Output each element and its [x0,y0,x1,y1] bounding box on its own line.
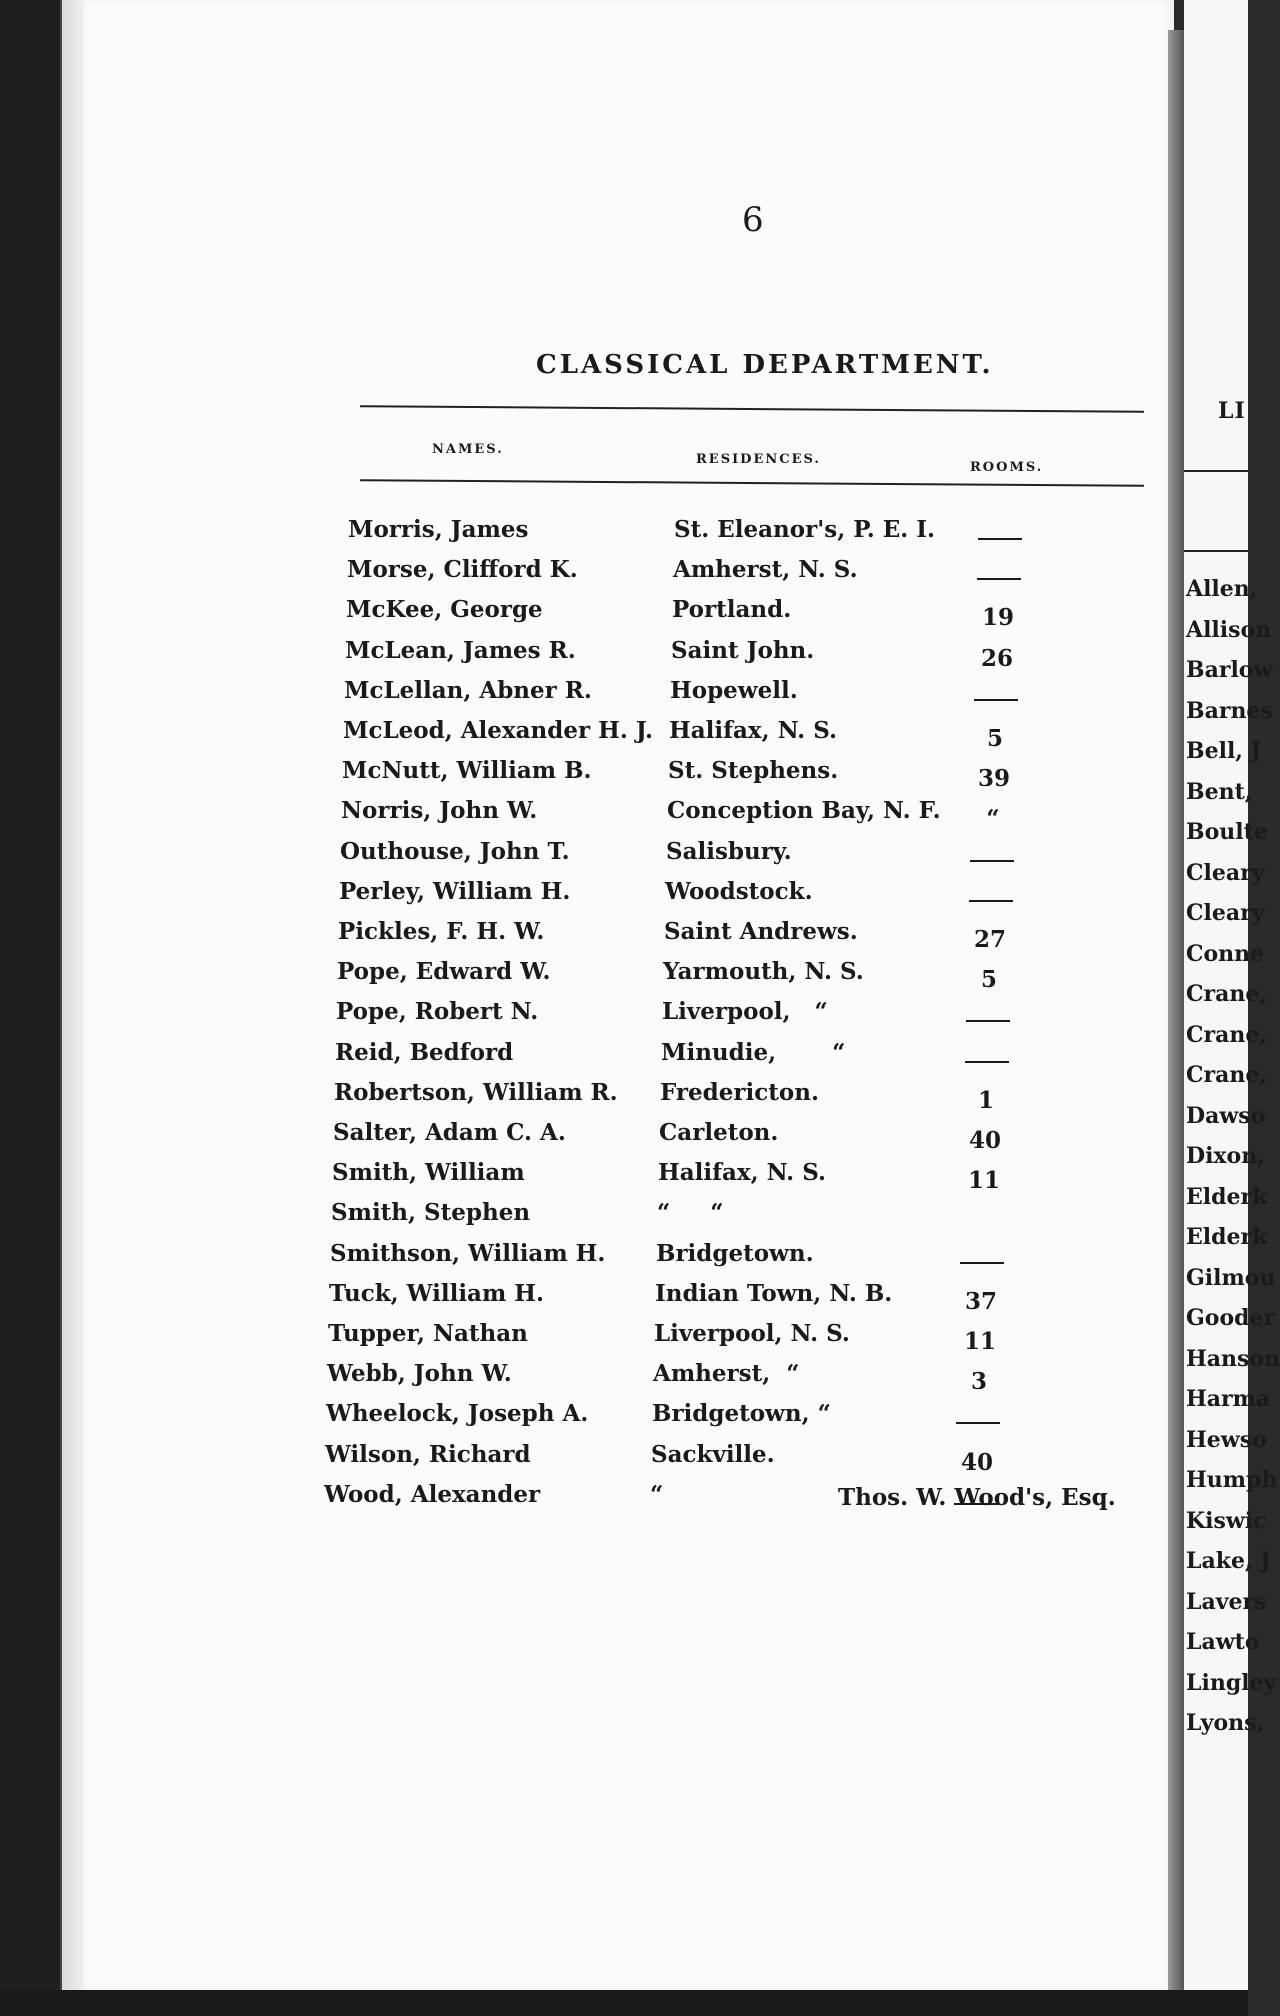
student-residence: “ [650,1480,664,1508]
student-room: “ [986,805,1000,833]
student-room: 1 [977,1086,994,1114]
student-name: Wheelock, Joseph A. [326,1400,589,1428]
room-dash [966,1020,1010,1022]
student-residence: Salisbury. [666,837,792,865]
student-room [948,1408,1008,1435]
student-room: 11 [967,1167,1000,1195]
facing-page-name: Lyons, [1186,1710,1265,1736]
student-residence: Amherst, “ [653,1360,800,1388]
student-name: Smithson, William H. [330,1239,606,1267]
student-residence: Liverpool, N. S. [654,1320,850,1347]
student-name: Morse, Clifford K. [347,556,578,584]
facing-page-rule-bottom [1184,550,1248,552]
student-residence: Liverpool, “ [662,998,828,1026]
page-number: 6 [742,200,764,240]
student-residence: Saint John. [671,636,815,664]
student-name: Wilson, Richard [325,1440,531,1468]
facing-page-name: Boulte [1186,819,1268,845]
student-residence: Bridgetown. [656,1239,814,1267]
facing-page-name: Crane, [1186,981,1268,1007]
room-dash [974,699,1018,701]
facing-page-name: Crane, [1186,1021,1268,1048]
student-residence: Saint Andrews. [664,918,858,945]
student-name: Tupper, Nathan [328,1320,528,1347]
student-room: 11 [963,1328,996,1355]
facing-page-name: Lingley [1186,1669,1277,1696]
room-dash [978,538,1022,540]
student-room [966,685,1026,712]
student-residence: Woodstock. [665,877,813,905]
scan-bottom-margin [0,1990,1248,2016]
student-residence: Halifax, N. S. [669,717,837,744]
student-name: Smith, William [332,1159,525,1187]
student-residence: Carleton. [659,1119,779,1146]
student-room [969,564,1029,591]
facing-page-name: Bell, J [1186,738,1262,764]
facing-page-name: Crane, [1186,1062,1268,1088]
student-room: 40 [960,1448,993,1476]
facing-page-name: Dixon, [1186,1143,1265,1169]
book-page [84,0,1174,1990]
student-residence: “ “ [657,1199,724,1227]
room-dash [970,860,1014,862]
facing-page-name: Allison [1186,616,1272,643]
student-name: Tuck, William H. [329,1279,545,1307]
student-room: 19 [981,604,1014,632]
student-name: Pope, Edward W. [337,958,551,986]
student-residence: Sackville. [651,1440,775,1468]
room-dash [956,1422,1000,1424]
student-name: McKee, George [346,596,543,624]
student-residence: Portland. [672,596,792,624]
student-residence: Yarmouth, N. S. [663,958,864,986]
facing-page-name: Gilmou [1186,1264,1276,1291]
column-header-names: NAMES. [432,442,504,457]
column-header-residences: RESIDENCES. [696,452,821,467]
student-name: Robertson, William R. [334,1078,618,1106]
student-room: 39 [977,765,1010,793]
facing-page-rule-top [1184,470,1248,472]
student-room [970,524,1030,551]
student-name: Morris, James [348,516,529,543]
student-name: McNutt, William B. [342,757,592,785]
student-residence: St. Eleanor's, P. E. I. [674,516,936,543]
facing-page-name: Bent, [1186,778,1253,805]
page-gutter [1168,30,1184,1990]
facing-page-list [1186,576,1280,1751]
facing-page-name: Harma [1186,1386,1271,1412]
facing-page [1184,0,1280,1990]
room-dash [960,1262,1004,1264]
student-room: 37 [964,1287,997,1315]
student-room: 5 [980,966,997,994]
facing-page-name: Elderk [1186,1183,1268,1210]
column-header-rooms: ROOMS. [970,460,1044,475]
student-room: 3 [970,1368,987,1396]
student-residence: Hopewell. [670,676,798,704]
wood-note: Thos. W. Wood's, Esq. [838,1484,1116,1511]
student-room [952,1248,1012,1275]
student-name: Reid, Bedford [335,1038,514,1066]
student-room [961,886,1021,913]
student-name: McLellan, Abner R. [344,676,592,704]
page-stack-edge [60,0,86,2016]
department-title: CLASSICAL DEPARTMENT. [536,350,994,380]
student-residence: Minudie, “ [661,1038,846,1066]
room-dash [965,1061,1009,1063]
student-name: Wood, Alexander [324,1480,541,1508]
student-residence: Halifax, N. S. [658,1159,826,1187]
facing-page-name: Barlow [1186,657,1273,683]
facing-page-name: Cleary [1186,900,1265,926]
student-residence: St. Stephens. [668,757,839,785]
room-dash [977,578,1021,580]
student-name: Pickles, F. H. W. [338,918,545,945]
student-name: McLean, James R. [345,636,576,664]
student-name: McLeod, Alexander H. J. [343,717,653,744]
student-residence: Fredericton. [660,1078,819,1106]
facing-page-name: Lake, J [1186,1548,1271,1574]
student-name: Smith, Stephen [331,1199,531,1227]
facing-page-header: LI [1218,398,1246,424]
facing-page-name: Hewso [1186,1426,1267,1453]
facing-page-name: Conne [1186,940,1265,967]
student-room: 26 [980,644,1013,672]
student-residence: Amherst, N. S. [673,556,858,584]
facing-page-name: Gooder [1186,1305,1276,1331]
facing-page-name: Hanson [1186,1345,1280,1372]
facing-page-name: Lawto [1186,1629,1260,1655]
facing-page-name: Elderk [1186,1224,1268,1250]
student-name: Salter, Adam C. A. [333,1119,566,1146]
facing-page-name: Kiswic [1186,1507,1267,1534]
student-room: 27 [973,926,1006,953]
student-room: 5 [986,725,1003,752]
student-room [957,1047,1017,1074]
facing-page-name: Barnes [1186,697,1273,724]
student-name: Perley, William H. [339,877,571,905]
student-residence: Conception Bay, N. F. [667,797,941,825]
room-dash [969,900,1013,902]
student-room: 40 [968,1127,1001,1154]
student-residence: Indian Town, N. B. [655,1279,893,1307]
facing-page-name: Lavers [1186,1588,1267,1615]
student-residence: Bridgetown, “ [652,1400,831,1428]
student-room [962,846,1022,873]
student-name: Webb, John W. [327,1360,512,1388]
student-name: Outhouse, John T. [340,837,570,865]
student-name: Norris, John W. [341,797,538,825]
facing-page-name: Allen, [1186,576,1258,602]
facing-page-name: Dawso [1186,1102,1266,1129]
student-room [958,1006,1018,1033]
facing-page-name: Cleary [1186,859,1265,886]
student-name: Pope, Robert N. [336,998,539,1026]
facing-page-name: Humph [1186,1467,1278,1493]
